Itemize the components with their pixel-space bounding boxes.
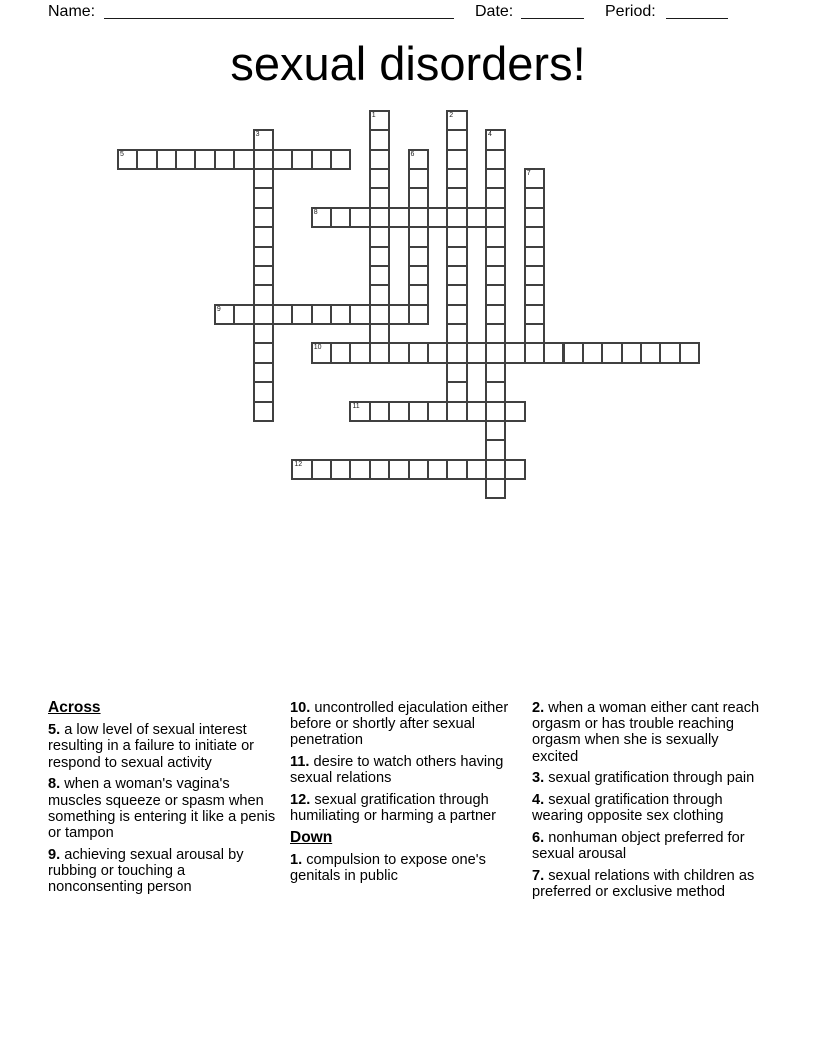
grid-clue-number: 10 xyxy=(313,344,322,352)
crossword-cell[interactable] xyxy=(156,149,177,170)
crossword-cell[interactable] xyxy=(369,149,390,170)
crossword-cell[interactable] xyxy=(446,304,467,325)
crossword-cell[interactable] xyxy=(524,304,545,325)
grid-clue-number: 4 xyxy=(488,131,492,139)
grid-clue-number: 6 xyxy=(410,150,415,158)
crossword-cell[interactable] xyxy=(446,362,467,383)
clue-number-label: 10. xyxy=(290,700,311,716)
crossword-cell[interactable] xyxy=(485,323,506,344)
grid-clue-number: 12 xyxy=(294,460,303,468)
crossword-cell[interactable] xyxy=(446,265,467,286)
crossword-cell[interactable] xyxy=(485,420,506,441)
crossword-cell[interactable] xyxy=(408,246,429,267)
crossword-cell[interactable] xyxy=(408,284,429,305)
crossword-cell[interactable] xyxy=(253,362,274,383)
clue-number-label: 3. xyxy=(532,770,545,787)
crossword-cell[interactable] xyxy=(485,187,506,208)
crossword-cell[interactable] xyxy=(388,342,409,363)
crossword-cell[interactable] xyxy=(349,304,370,325)
clue-number-label: 11. xyxy=(290,754,310,771)
clue-10: 10. uncontrolled ejaculation either before or shortly after sexual penetration xyxy=(290,700,509,749)
crossword-cell[interactable] xyxy=(369,304,390,325)
clue-6: 6. nonhuman object preferred for sexual arousal xyxy=(532,829,745,863)
clue-number-label: 12. xyxy=(290,792,311,809)
clue-number-label: 9. xyxy=(48,846,61,863)
crossword-cell[interactable] xyxy=(427,342,448,363)
crossword-cell[interactable] xyxy=(524,207,545,228)
clue-number-label: 1. xyxy=(290,852,303,869)
crossword-cell[interactable] xyxy=(369,284,390,305)
clue-5: 5. a low level of sexual interest resulting in a failure to initiate or respond to sexual activity xyxy=(48,722,255,771)
crossword-cell[interactable] xyxy=(311,304,332,325)
name-label: Name: xyxy=(48,3,96,20)
crossword-cell[interactable] xyxy=(485,439,506,460)
crossword-cell[interactable] xyxy=(253,226,274,247)
crossword-cell[interactable] xyxy=(330,207,351,228)
crossword-cell[interactable] xyxy=(369,129,390,150)
crossword-cell[interactable] xyxy=(446,323,467,344)
crossword-cell[interactable] xyxy=(194,149,215,170)
crossword-cell[interactable] xyxy=(330,342,351,363)
crossword-cell[interactable] xyxy=(563,342,584,363)
crossword-cell[interactable] xyxy=(253,265,274,286)
clue-number-label: 8. xyxy=(48,776,61,793)
crossword-cell[interactable] xyxy=(408,401,429,422)
crossword-cell[interactable] xyxy=(446,284,467,305)
crossword-cell[interactable] xyxy=(349,207,370,228)
crossword-cell[interactable] xyxy=(446,187,467,208)
crossword-cell[interactable] xyxy=(582,342,603,363)
crossword-cell[interactable] xyxy=(485,401,506,422)
clue-column xyxy=(532,700,764,906)
crossword-cell[interactable] xyxy=(388,459,409,480)
down-heading: Down xyxy=(290,828,333,846)
crossword-cell[interactable] xyxy=(524,187,545,208)
crossword-cell[interactable] xyxy=(446,381,467,402)
crossword-cell[interactable] xyxy=(504,401,525,422)
crossword-cell[interactable] xyxy=(311,149,332,170)
crossword-cell[interactable] xyxy=(408,207,429,228)
crossword-cell[interactable] xyxy=(291,304,312,325)
crossword-cell[interactable] xyxy=(621,342,642,363)
crossword-cell[interactable] xyxy=(466,342,487,363)
crossword-cell[interactable] xyxy=(485,207,506,228)
crossword-cell[interactable] xyxy=(485,342,506,363)
crossword-cell[interactable] xyxy=(640,342,661,363)
crossword-cell[interactable] xyxy=(349,459,370,480)
crossword-cell[interactable] xyxy=(388,401,409,422)
crossword-cell[interactable] xyxy=(214,304,235,325)
crossword-cell[interactable] xyxy=(446,168,467,189)
across-heading: Across xyxy=(48,699,101,716)
grid-clue-number: 5 xyxy=(120,150,124,158)
crossword-cell[interactable] xyxy=(601,342,622,363)
crossword-cell[interactable] xyxy=(311,342,332,363)
clue-4: 4. sexual gratification through wearing opposite sex clothing xyxy=(532,792,724,825)
crossword-cell[interactable] xyxy=(524,265,545,286)
crossword-cell[interactable] xyxy=(388,304,409,325)
crossword-cell[interactable] xyxy=(485,168,506,189)
crossword-cell[interactable] xyxy=(524,226,545,247)
crossword-cell[interactable] xyxy=(427,459,448,480)
date-label: Date: xyxy=(475,3,514,20)
crossword-cell[interactable] xyxy=(369,342,390,363)
crossword-cell[interactable] xyxy=(524,246,545,267)
crossword-cell[interactable] xyxy=(485,265,506,286)
crossword-cell[interactable] xyxy=(446,401,467,422)
crossword-cell[interactable] xyxy=(233,149,254,170)
crossword-cell[interactable] xyxy=(330,149,351,170)
crossword-cell[interactable] xyxy=(253,246,274,267)
crossword-cell[interactable] xyxy=(408,187,429,208)
crossword-cell[interactable] xyxy=(408,168,429,189)
crossword-cell[interactable] xyxy=(330,304,351,325)
page-title: sexual disorders! xyxy=(230,37,586,90)
clue-number-label: 6. xyxy=(532,829,545,846)
crossword-cell[interactable] xyxy=(408,265,429,286)
crossword-cell[interactable] xyxy=(253,284,274,305)
crossword-cell[interactable] xyxy=(369,246,390,267)
crossword-cell[interactable] xyxy=(253,323,274,344)
crossword-cell[interactable] xyxy=(136,149,157,170)
grid-clue-number: 2 xyxy=(449,112,454,119)
crossword-cell[interactable] xyxy=(466,207,487,228)
crossword-cell[interactable] xyxy=(253,304,274,325)
clue-8: 8. when a woman's vagina's muscles squeeze or spasm when something is entering it like a penis or tampon xyxy=(48,776,276,841)
crossword-cell[interactable] xyxy=(233,304,254,325)
clue-number-label: 5. xyxy=(48,722,61,739)
crossword-cell[interactable] xyxy=(543,342,564,363)
crossword-cell[interactable] xyxy=(466,401,487,422)
crossword-cell[interactable] xyxy=(291,149,312,170)
crossword-cell[interactable] xyxy=(117,149,138,170)
crossword-cell[interactable] xyxy=(388,207,409,228)
crossword-cell[interactable] xyxy=(485,129,506,150)
clue-column xyxy=(48,700,281,901)
crossword-cell[interactable] xyxy=(446,129,467,150)
crossword-cell[interactable] xyxy=(485,381,506,402)
crossword-cell[interactable] xyxy=(272,304,293,325)
crossword-cell[interactable] xyxy=(504,342,525,363)
crossword-cell[interactable] xyxy=(369,110,390,131)
grid-clue-number: 8 xyxy=(313,208,318,216)
crossword-cell[interactable] xyxy=(485,149,506,170)
crossword-cell[interactable] xyxy=(369,187,390,208)
crossword-cell[interactable] xyxy=(427,401,448,422)
crossword-cell[interactable] xyxy=(291,459,312,480)
crossword-cell[interactable] xyxy=(369,168,390,189)
crossword-cell[interactable] xyxy=(369,207,390,228)
crossword-cell[interactable] xyxy=(485,246,506,267)
crossword-cell[interactable] xyxy=(485,478,506,499)
clue-3: 3. sexual gratification through pain xyxy=(532,770,755,787)
clue-1: 1. compulsion to expose one's genitals in public xyxy=(290,852,486,885)
crossword-cell[interactable] xyxy=(253,401,274,422)
grid-clue-number: 7 xyxy=(526,170,531,178)
clue-12: 12. sexual gratification through humiliating or harming a partner xyxy=(290,792,497,825)
crossword-cell[interactable] xyxy=(446,459,467,480)
clue-11: 11. desire to watch others having sexual relations xyxy=(290,754,504,787)
crossword-cell[interactable] xyxy=(485,226,506,247)
crossword-cell[interactable] xyxy=(349,401,370,422)
crossword-cell[interactable] xyxy=(408,342,429,363)
crossword-cell[interactable] xyxy=(504,459,525,480)
crossword-cell[interactable] xyxy=(311,459,332,480)
clue-number-label: 2. xyxy=(532,700,545,716)
crossword-cell[interactable] xyxy=(524,168,545,189)
crossword-cell[interactable] xyxy=(253,129,274,150)
crossword-cell[interactable] xyxy=(253,342,274,363)
clue-column xyxy=(290,700,525,890)
crossword-cell[interactable] xyxy=(214,149,235,170)
clue-9: 9. achieving sexual arousal by rubbing or touching a nonconsenting person xyxy=(48,846,244,896)
crossword-cell[interactable] xyxy=(485,362,506,383)
crossword-cell[interactable] xyxy=(427,207,448,228)
crossword-cell[interactable] xyxy=(485,459,506,480)
clue-7: 7. sexual relations with children as preferred or exclusive method xyxy=(532,867,755,901)
crossword-cell[interactable] xyxy=(253,168,274,189)
crossword-cell[interactable] xyxy=(175,149,196,170)
crossword-cell[interactable] xyxy=(330,459,351,480)
crossword-cell[interactable] xyxy=(369,265,390,286)
crossword-cell[interactable] xyxy=(253,187,274,208)
crossword-cell[interactable] xyxy=(446,226,467,247)
crossword-cell[interactable] xyxy=(446,207,467,228)
crossword-cell[interactable] xyxy=(446,342,467,363)
crossword-cell[interactable] xyxy=(524,342,545,363)
period-label: Period: xyxy=(605,3,656,20)
crossword-cell[interactable] xyxy=(485,304,506,325)
crossword-cell[interactable] xyxy=(446,149,467,170)
crossword-cell[interactable] xyxy=(369,459,390,480)
clue-2: 2. when a woman either cant reach orgasm or has trouble reaching orgasm when she is sexually excited xyxy=(532,700,760,765)
crossword-cell[interactable] xyxy=(408,304,429,325)
crossword-cell[interactable] xyxy=(524,323,545,344)
crossword-cell[interactable] xyxy=(659,342,680,363)
crossword-cell[interactable] xyxy=(485,284,506,305)
crossword-cell[interactable] xyxy=(349,342,370,363)
crossword-cell[interactable] xyxy=(369,401,390,422)
clue-number-label: 7. xyxy=(532,867,545,884)
crossword-cell[interactable] xyxy=(679,342,700,363)
clue-number-label: 4. xyxy=(532,792,545,809)
crossword-cell[interactable] xyxy=(466,459,487,480)
crossword-cell[interactable] xyxy=(272,149,293,170)
grid-clue-number: 3 xyxy=(255,131,260,139)
grid-clue-number: 9 xyxy=(216,305,221,313)
crossword-cell[interactable] xyxy=(446,110,467,131)
crossword-cell[interactable] xyxy=(253,207,274,228)
grid-clue-number: 1 xyxy=(371,112,376,119)
crossword-cell[interactable] xyxy=(408,226,429,247)
crossword-cell[interactable] xyxy=(253,149,274,170)
crossword-cell[interactable] xyxy=(253,381,274,402)
crossword-cell[interactable] xyxy=(524,284,545,305)
crossword-cell[interactable] xyxy=(446,246,467,267)
crossword-cell[interactable] xyxy=(369,323,390,344)
crossword-cell[interactable] xyxy=(369,226,390,247)
crossword-cell[interactable] xyxy=(311,207,332,228)
grid-clue-number: 11 xyxy=(352,402,360,410)
crossword-cell[interactable] xyxy=(408,459,429,480)
crossword-cell[interactable] xyxy=(408,149,429,170)
